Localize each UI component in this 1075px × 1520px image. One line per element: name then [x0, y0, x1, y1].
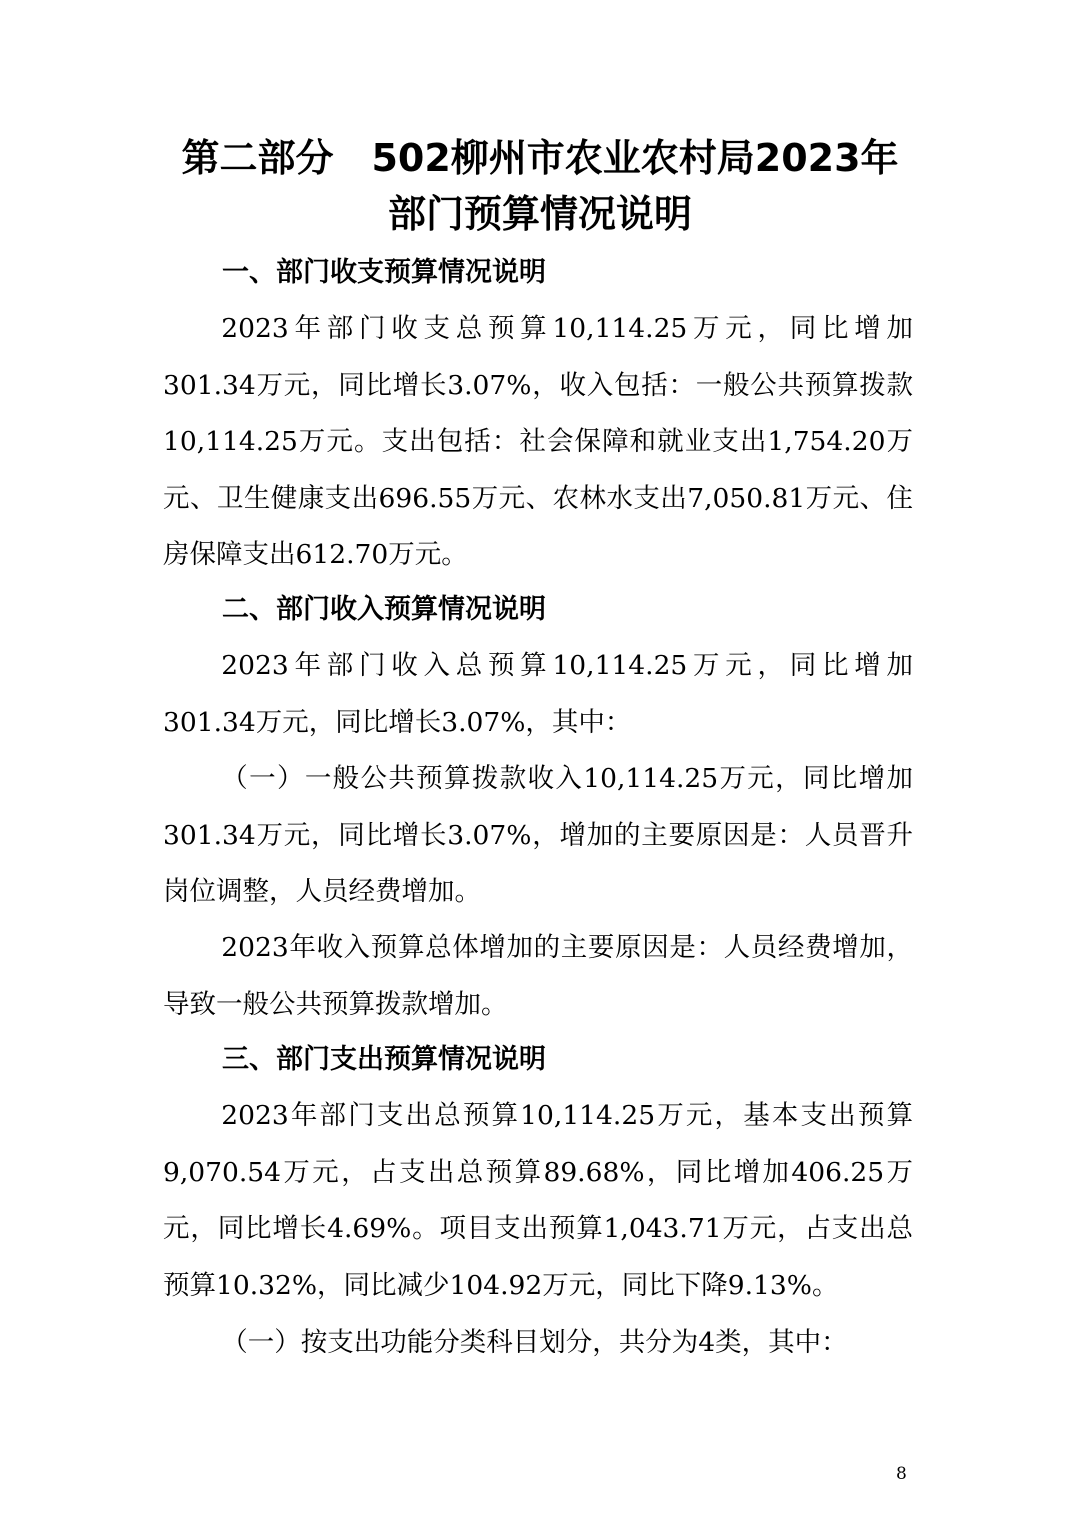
section-heading-income: 二、部门收入预算情况说明 — [222, 594, 546, 625]
paragraph-income-summary: 2023年部门收入总预算10,114.25万元，同比增加301.34万元，同比增长3.07%，其中： — [163, 650, 913, 738]
paragraph-income-expense-summary: 2023年部门收支总预算10,114.25万元，同比增加301.34万元，同比增长3.07%，收入包括：一般公共预算拨款10,114.25万元。支出包括：社会保障和就业支出1,754.20万元、卫生健康支出696.55万元、农林水支出7,050.81万元、住房保障支出612.70万元。 — [163, 313, 913, 571]
section-heading-income-expense: 一、部门收支预算情况说明 — [222, 257, 546, 288]
paragraph-income-increase-reason: 2023年收入预算总体增加的主要原因是：人员经费增加，导致一般公共预算拨款增加。 — [163, 932, 913, 1020]
paragraph-expenditure-by-function: （一）按支出功能分类科目划分，共分为4类，其中： — [221, 1327, 848, 1358]
paragraph-general-budget-income: （一）一般公共预算拨款收入10,114.25万元，同比增加301.34万元，同比增长3.07%，增加的主要原因是：人员晋升岗位调整，人员经费增加。 — [163, 763, 913, 908]
page-title-line-2: 部门预算情况说明 — [387, 192, 692, 236]
section-heading-expenditure: 三、部门支出预算情况说明 — [222, 1044, 546, 1075]
paragraph-expenditure-summary: 2023年部门支出总预算10,114.25万元，基本支出预算9,070.54万元，占支出总预算89.68%，同比增加406.25万元，同比增长4.69%。项目支出预算1,043.71万元，占支出总预算10.32%，同比减少104.92万元，同比下降9.13%。 — [163, 1100, 913, 1301]
page-number: 8 — [896, 1464, 907, 1484]
page-title-line-1: 第二部分 502柳州市农业农村局2023年 — [181, 136, 899, 180]
